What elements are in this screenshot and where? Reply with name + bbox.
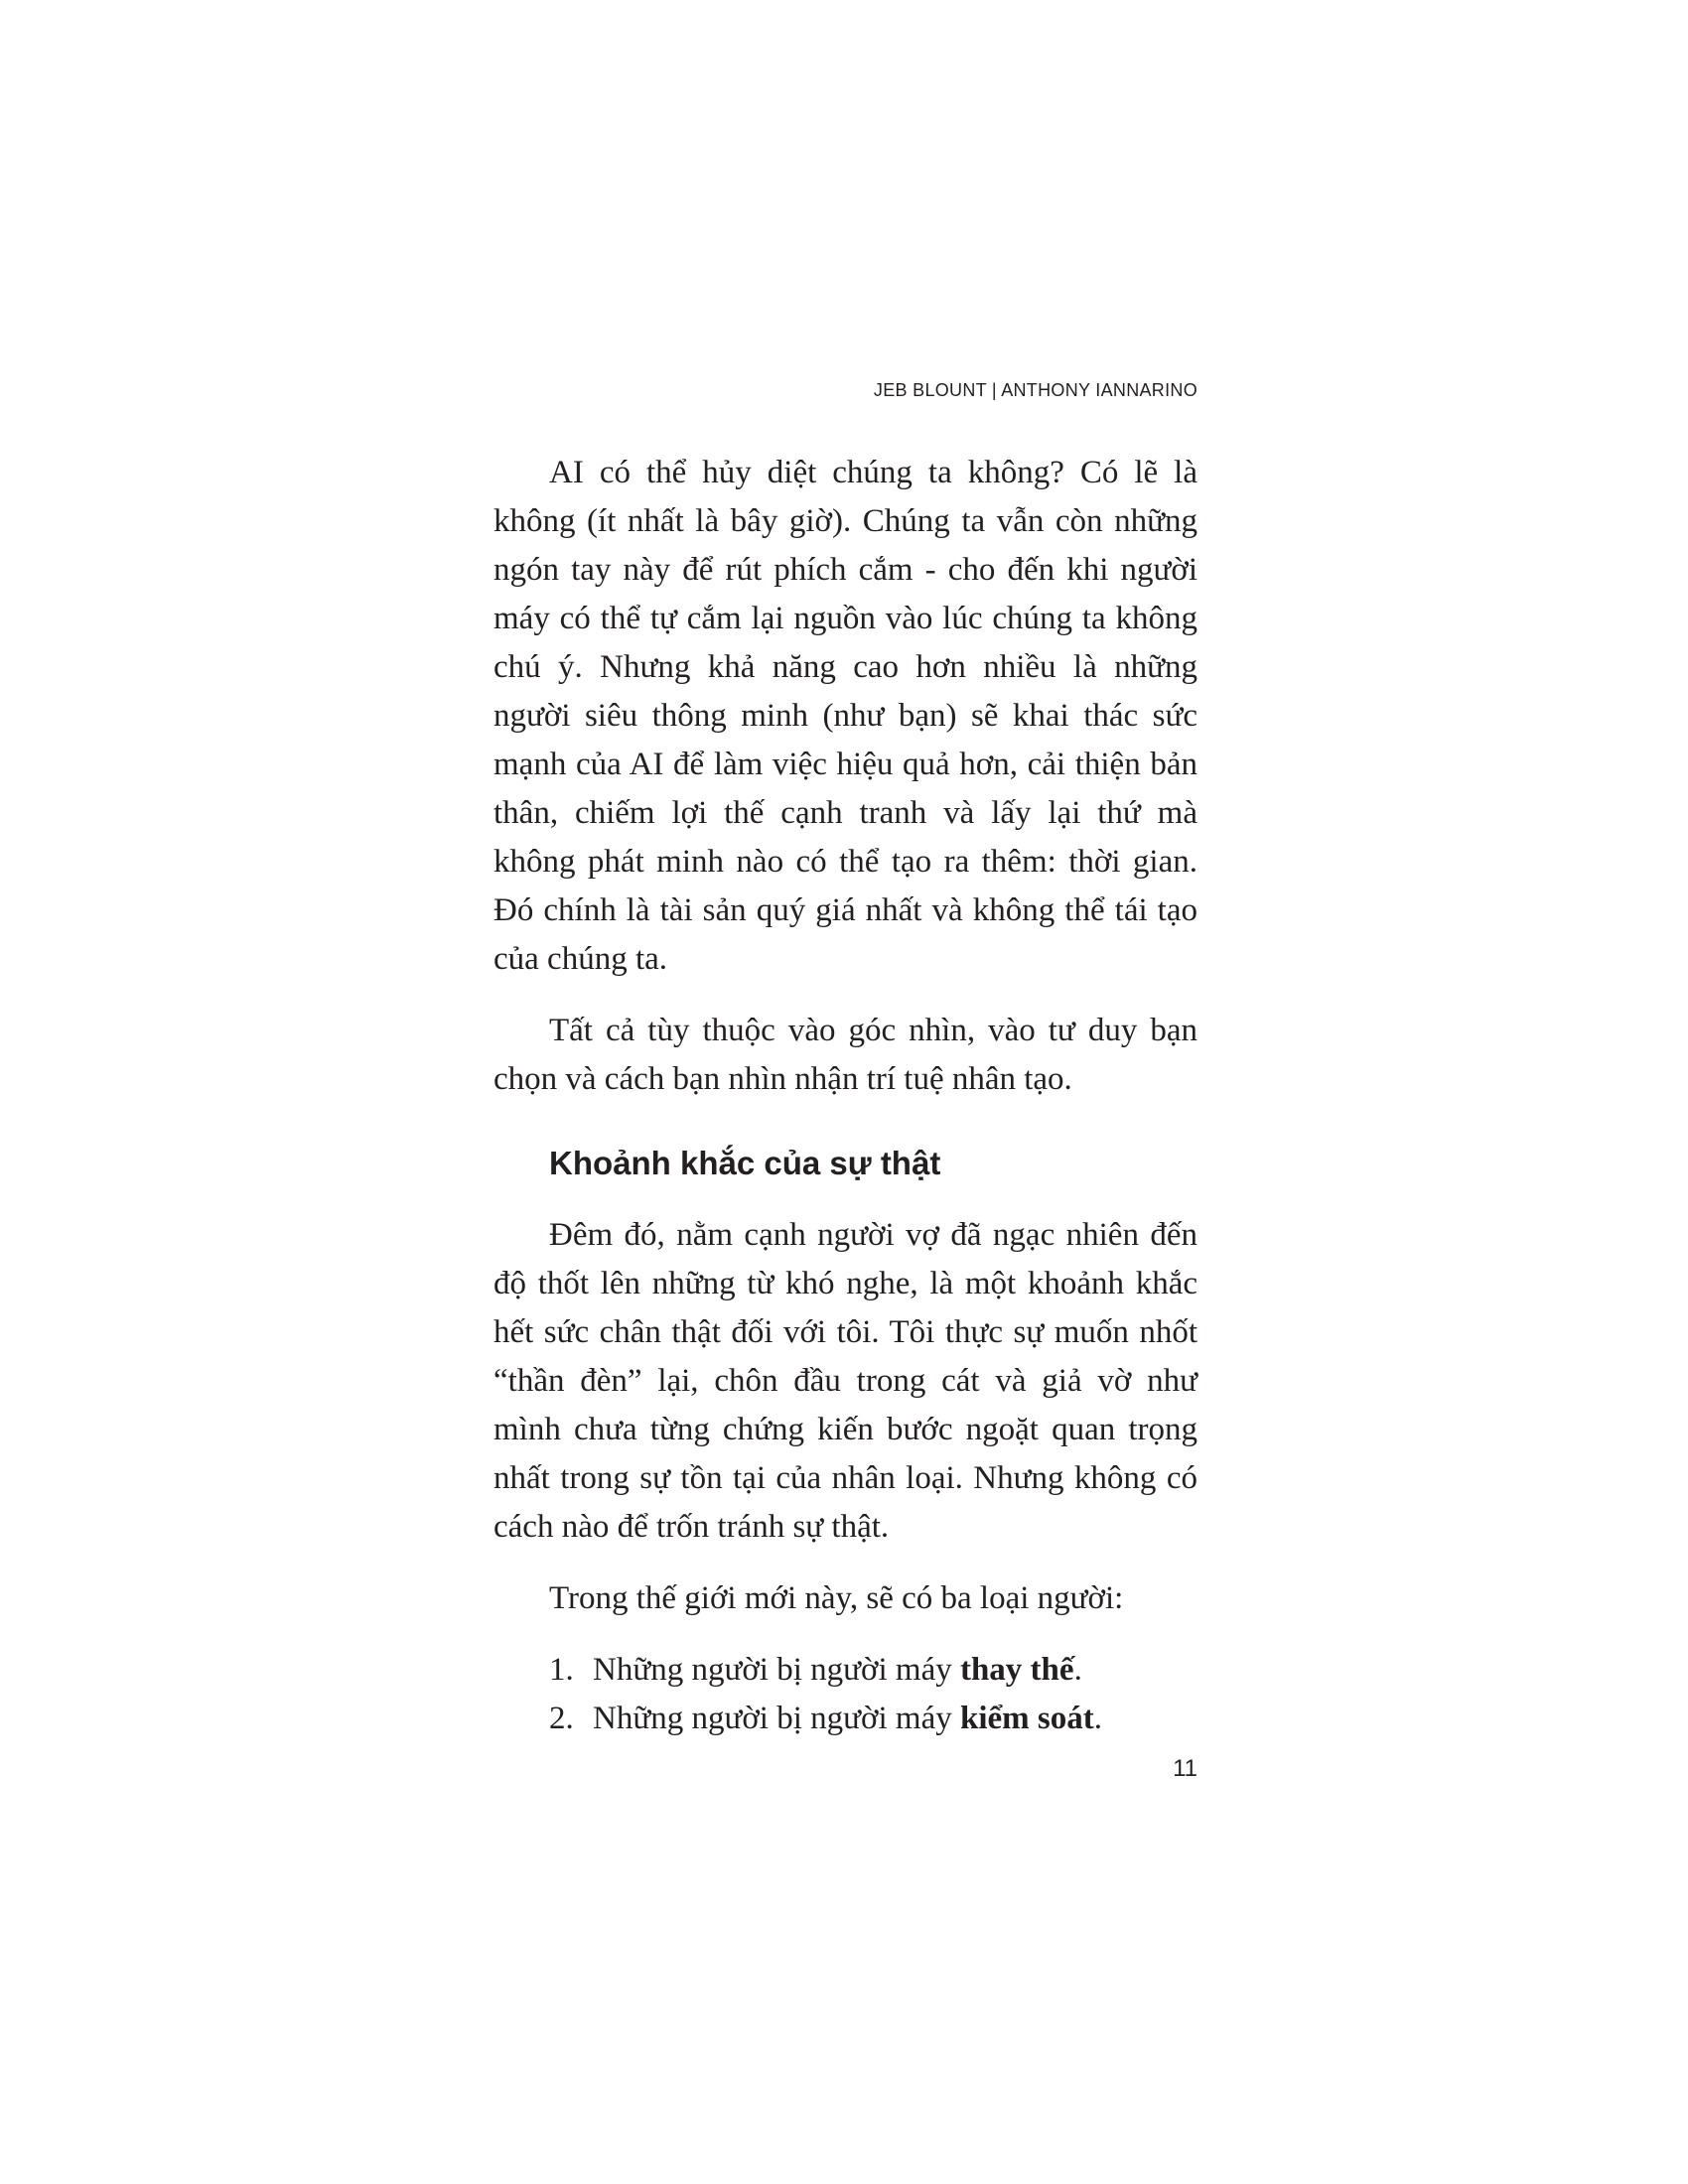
list-item-end: . xyxy=(1093,1701,1102,1736)
numbered-list xyxy=(493,1646,1197,1743)
list-item xyxy=(493,1646,1197,1695)
paragraph: AI có thể hủy diệt chúng ta không? Có lẽ là không (ít nhất là bây giờ). Chúng ta vẫn còn những ngón tay này để rút phích cắm - cho đến khi người máy có thể tự cắm lại nguồn vào lúc chúng ta không chú ý. Nhưng khả năng cao hơn nhiều là những người siêu thông minh (như bạn) sẽ khai thác sức mạnh của AI để làm việc hiệu quả hơn, cải thiện bản thân, chiếm lợi thế cạnh tranh và lấy lại thứ mà không phát minh nào có thể tạo ra thêm: thời gian. Đó chính là tài sản quý giá nhất và không thể tái tạo của chúng ta. xyxy=(493,455,1197,977)
list-item-emphasis: kiểm soát xyxy=(959,1701,1094,1736)
list-item-emphasis: thay thế xyxy=(959,1652,1074,1688)
list-item xyxy=(493,1695,1197,1743)
paragraph: Tất cả tùy thuộc vào góc nhìn, vào tư duy bạn chọn và cách bạn nhìn nhận trí tuệ nhân tạo. xyxy=(493,1013,1197,1097)
body-text xyxy=(493,449,1197,1743)
list-item-end: . xyxy=(1073,1652,1082,1688)
list-item-text: Những người bị người máy xyxy=(593,1701,960,1736)
paragraph: Trong thế giới mới này, sẽ có ba loại người: xyxy=(549,1580,1124,1616)
paragraph: Đêm đó, nằm cạnh người vợ đã ngạc nhiên đến độ thốt lên những từ khó nghe, là một khoảnh khắc hết sức chân thật đối với tôi. Tôi thực sự muốn nhốt “thần đèn” lại, chôn đầu trong cát và giả vờ như mình chưa từng chứng kiến bước ngoặt quan trọng nhất trong sự tồn tại của nhân loại. Nhưng không có cách nào để trốn tránh sự thật. xyxy=(493,1217,1197,1545)
section-heading: Khoảnh khắc của sự thật xyxy=(549,1145,941,1181)
page-number: 11 xyxy=(1173,1755,1197,1782)
list-number: 1. xyxy=(549,1652,574,1688)
list-number: 2. xyxy=(549,1701,574,1736)
running-header: JEB BLOUNT | ANTHONY IANNARINO xyxy=(873,380,1197,400)
list-item-text: Những người bị người máy xyxy=(593,1652,960,1688)
